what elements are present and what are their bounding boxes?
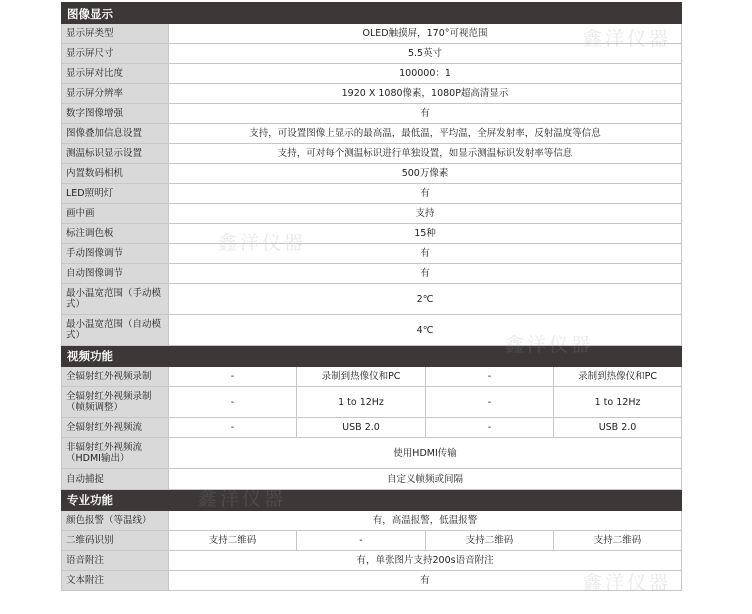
spec-cell: - (426, 367, 554, 387)
spec-value: 5.5英寸 (169, 44, 682, 64)
table-row (62, 264, 682, 284)
watermark: 鑫洋仪器 (583, 28, 672, 50)
spec-label: 全辐射红外视频录制（帧频调整） (62, 387, 169, 418)
spec-value: 支持，可设置图像上显示的最高温，最低温，平均温，全屏发射率，反射温度等信息 (169, 124, 682, 144)
spec-label: 非辐射红外视频流（HDMI输出） (62, 438, 169, 469)
spec-value: 4℃ (169, 315, 682, 346)
spec-cell: 支持二维码 (169, 531, 297, 551)
spec-label: LED照明灯 (62, 184, 169, 204)
table-row (62, 367, 682, 387)
spec-value: 15种 (169, 224, 682, 244)
spec-label: 画中画 (62, 204, 169, 224)
table-row (62, 144, 682, 164)
spec-label: 手动图像调节 (62, 244, 169, 264)
spec-cell: - (169, 418, 297, 438)
spec-label: 二维码识别 (62, 531, 169, 551)
table-row (62, 24, 682, 44)
section-header-video (62, 346, 682, 367)
table-row (62, 438, 682, 469)
table-row (62, 244, 682, 264)
watermark: 鑫洋仪器 (198, 488, 287, 510)
spec-value: 有 (169, 571, 682, 591)
spec-value: 有，高温报警，低温报警 (169, 511, 682, 531)
table-row (62, 164, 682, 184)
table-row (62, 284, 682, 315)
table-row (62, 204, 682, 224)
spec-value: 有 (169, 244, 682, 264)
spec-cell: USB 2.0 (297, 418, 426, 438)
section-header-pro (62, 490, 682, 511)
table-row (62, 315, 682, 346)
table-row (62, 184, 682, 204)
spec-table (61, 2, 682, 591)
table-row (62, 511, 682, 531)
spec-label: 数字图像增强 (62, 104, 169, 124)
table-row (62, 469, 682, 490)
spec-label: 自动图像调节 (62, 264, 169, 284)
spec-value: 自定义帧频或间隔 (169, 469, 682, 490)
spec-value: 有 (169, 264, 682, 284)
spec-label: 全辐射红外视频流 (62, 418, 169, 438)
table-row (62, 84, 682, 104)
spec-value: 有，单张图片支持200s语音附注 (169, 551, 682, 571)
spec-label: 图像叠加信息设置 (62, 124, 169, 144)
spec-label: 显示屏分辨率 (62, 84, 169, 104)
spec-value: OLED触摸屏，170°可视范围 (169, 24, 682, 44)
spec-value: 使用HDMI传输 (169, 438, 682, 469)
spec-value: 支持 (169, 204, 682, 224)
watermark: 鑫洋仪器 (218, 232, 307, 254)
spec-cell: 支持二维码 (426, 531, 554, 551)
spec-cell: USB 2.0 (554, 418, 682, 438)
table-row (62, 124, 682, 144)
spec-label: 语音附注 (62, 551, 169, 571)
spec-cell: 支持二维码 (554, 531, 682, 551)
spec-cell: 1 to 12Hz (297, 387, 426, 418)
spec-label: 颜色报警（等温线） (62, 511, 169, 531)
spec-label: 测温标识显示设置 (62, 144, 169, 164)
watermark: 鑫洋仪器 (505, 334, 594, 356)
spec-label: 最小温宽范围（手动模式） (62, 284, 169, 315)
table-row (62, 551, 682, 571)
table-row (62, 571, 682, 591)
spec-label: 显示屏类型 (62, 24, 169, 44)
table-row (62, 531, 682, 551)
spec-label: 显示屏对比度 (62, 64, 169, 84)
spec-label: 最小温宽范围（自动模式） (62, 315, 169, 346)
spec-value: 500万像素 (169, 164, 682, 184)
spec-value: 100000：1 (169, 64, 682, 84)
section-title: 视频功能 (62, 346, 682, 367)
table-row (62, 418, 682, 438)
table-row (62, 104, 682, 124)
section-title: 图像显示 (62, 4, 682, 24)
table-row (62, 44, 682, 64)
table-row (62, 387, 682, 418)
spec-cell: - (297, 531, 426, 551)
spec-label: 显示屏尺寸 (62, 44, 169, 64)
spec-label: 标注调色板 (62, 224, 169, 244)
section-header-image-display (62, 4, 682, 24)
spec-value: 有 (169, 184, 682, 204)
spec-label: 内置数码相机 (62, 164, 169, 184)
spec-value: 1920 X 1080像素，1080P超高清显示 (169, 84, 682, 104)
section-title: 专业功能 (62, 490, 682, 511)
spec-cell: 录制到热像仪和PC (297, 367, 426, 387)
spec-value: 2℃ (169, 284, 682, 315)
spec-cell: - (169, 387, 297, 418)
spec-cell: 1 to 12Hz (554, 387, 682, 418)
watermark: 鑫洋仪器 (583, 572, 672, 594)
spec-label: 文本附注 (62, 571, 169, 591)
spec-value: 有 (169, 104, 682, 124)
spec-label: 自动捕捉 (62, 469, 169, 490)
spec-cell: - (169, 367, 297, 387)
spec-cell: - (426, 418, 554, 438)
spec-label: 全辐射红外视频录制 (62, 367, 169, 387)
spec-cell: - (426, 387, 554, 418)
spec-cell: 录制到热像仪和PC (554, 367, 682, 387)
table-row (62, 64, 682, 84)
spec-value: 支持，可对每个测温标识进行单独设置，如显示测温标识发射率等信息 (169, 144, 682, 164)
table-row (62, 224, 682, 244)
